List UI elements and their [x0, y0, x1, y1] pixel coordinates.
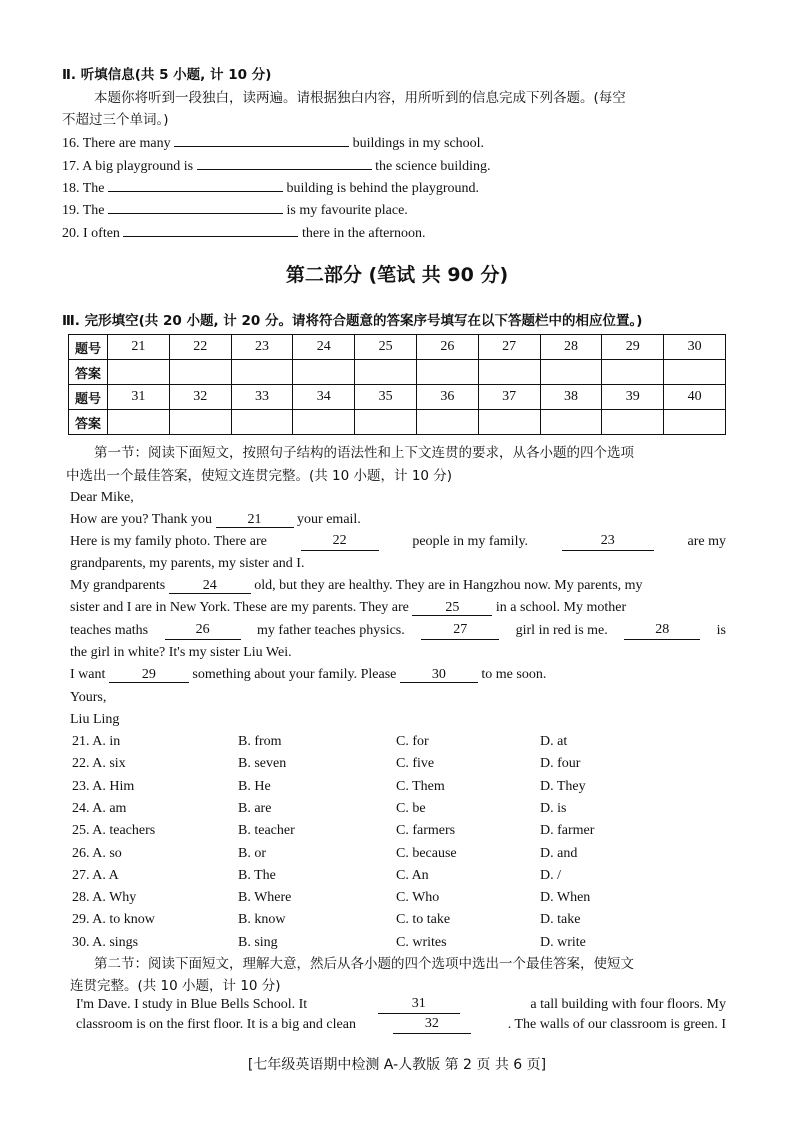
blank-29[interactable]: 29 — [109, 667, 189, 683]
option-item[interactable]: B. or — [238, 845, 266, 861]
q16-text: 16. There are many — [62, 136, 171, 151]
passage-line-7: the girl in white? It's my sister Liu Wei. — [70, 645, 292, 660]
passage-text: to me soon. — [481, 667, 547, 682]
row-label-answer: 答案 — [69, 360, 108, 385]
blank-28[interactable]: 28 — [624, 622, 700, 640]
row-label-answer: 答案 — [69, 410, 108, 435]
answer-cell[interactable] — [355, 360, 417, 385]
answer-cell[interactable] — [540, 360, 602, 385]
q18-text: 18. The — [62, 181, 105, 196]
option-item[interactable]: D. four — [540, 756, 581, 772]
passage-line-8 — [70, 666, 546, 684]
grid-number: 21 — [108, 335, 170, 360]
grid-number: 27 — [478, 335, 540, 360]
question-16 — [62, 135, 484, 153]
grid-number: 23 — [231, 335, 293, 360]
option-item[interactable]: C. five — [396, 756, 435, 772]
answer-cell[interactable] — [664, 410, 726, 435]
passage-line-2 — [70, 533, 726, 551]
row-label-number: 题号 — [69, 335, 108, 360]
question-20 — [62, 225, 426, 243]
option-item[interactable]: D. farmer — [540, 823, 595, 839]
passage-text: How are you? Thank you — [70, 512, 213, 527]
q18-text-after: building is behind the playground. — [286, 181, 479, 196]
option-item-a[interactable]: 25. A. teachers — [72, 823, 156, 839]
answer-cell[interactable] — [540, 410, 602, 435]
q17-text: 17. A big playground is — [62, 159, 194, 174]
passage-text: your email. — [297, 512, 361, 527]
answer-cell[interactable] — [293, 360, 355, 385]
part-2-passage-line-1 — [76, 996, 726, 1014]
passage-line-4 — [70, 577, 643, 595]
part-2-instruction-line1: 第二节：阅读下面短文，理解大意，然后从各小题的四个选项中选出一个最佳答案，使短文 — [94, 956, 634, 972]
letter-closing: Yours, — [70, 690, 107, 705]
answer-cell[interactable] — [169, 410, 231, 435]
passage-text: . The walls of our classroom is green. I — [507, 1017, 726, 1032]
blank-24[interactable]: 24 — [169, 578, 251, 594]
part-2-instruction-line2: 连贯完整。(共 10 小题，计 10 分) — [70, 978, 281, 994]
passage-text: my father teaches physics. — [257, 623, 405, 638]
option-item[interactable]: C. farmers — [396, 823, 456, 839]
option-item[interactable]: B. from — [238, 734, 282, 749]
option-item[interactable]: C. Them — [396, 778, 445, 794]
option-item-a[interactable]: 26. A. so — [72, 845, 122, 861]
q16-text-after: buildings in my school. — [352, 136, 485, 151]
option-item-a[interactable]: 24. A. am — [72, 800, 127, 816]
grid-number: 37 — [478, 385, 540, 410]
grid-number: 38 — [540, 385, 602, 410]
option-item[interactable]: D. at — [540, 734, 568, 749]
option-item-a[interactable]: 30. A. sings — [72, 934, 139, 950]
q18-blank[interactable] — [108, 191, 283, 192]
option-item[interactable]: B. The — [238, 867, 276, 883]
passage-text: a tall building with four floors. My — [530, 997, 726, 1012]
q17-text-after: the science building. — [375, 159, 491, 174]
grid-number: 35 — [355, 385, 417, 410]
grid-number: 34 — [293, 385, 355, 410]
answer-cell[interactable] — [169, 360, 231, 385]
answer-cell[interactable] — [293, 410, 355, 435]
passage-text: teaches maths — [70, 623, 149, 638]
row-label-number: 题号 — [69, 385, 108, 410]
passage-text: something about your family. Please — [192, 667, 397, 682]
option-item[interactable]: D. is — [540, 800, 567, 816]
option-item[interactable]: B. teacher — [238, 823, 295, 839]
option-item[interactable]: C. Who — [396, 890, 440, 906]
passage-text: I want — [70, 667, 106, 682]
passage-line-5 — [70, 599, 626, 617]
option-item[interactable]: B. He — [238, 778, 271, 794]
blank-25[interactable]: 25 — [412, 600, 492, 616]
blank-26[interactable]: 26 — [165, 622, 241, 640]
passage-text: in a school. My mother — [495, 600, 627, 615]
passage-text: sister and I are in New York. These are my parents. They are — [70, 600, 409, 615]
answer-grid-answer-row-1 — [69, 360, 726, 385]
grid-number: 33 — [231, 385, 293, 410]
q17-blank[interactable] — [197, 169, 372, 170]
q20-text-after: there in the afternoon. — [301, 226, 426, 241]
option-item[interactable]: D. They — [540, 778, 586, 794]
option-item-a[interactable]: 28. A. Why — [72, 890, 137, 906]
answer-cell[interactable] — [478, 360, 540, 385]
answer-cell[interactable] — [231, 360, 293, 385]
answer-grid-answer-row-2 — [69, 410, 726, 435]
part-1-instruction-line1: 第一节：阅读下面短文，按照句子结构的语法性和上下文连贯的要求，从各小题的四个选项 — [94, 445, 634, 461]
answer-cell[interactable] — [602, 360, 664, 385]
option-item[interactable]: C. writes — [396, 934, 447, 950]
answer-cell[interactable] — [108, 360, 170, 385]
q19-text: 19. The — [62, 203, 105, 218]
blank-32[interactable]: 32 — [393, 1016, 471, 1034]
option-item[interactable]: C. to take — [396, 912, 451, 928]
grid-number: 24 — [293, 335, 355, 360]
option-item[interactable]: C. An — [396, 867, 429, 883]
grid-number: 30 — [664, 335, 726, 360]
grid-number: 32 — [169, 385, 231, 410]
question-18 — [62, 180, 479, 198]
q20-text: 20. I often — [62, 226, 120, 241]
passage-line-3: grandparents, my parents, my sister and I. — [70, 556, 305, 571]
blank-21[interactable]: 21 — [216, 512, 294, 528]
blank-23[interactable]: 23 — [562, 533, 654, 551]
grid-number: 31 — [108, 385, 170, 410]
letter-signature: Liu Ling — [70, 712, 120, 727]
passage-text: is — [716, 623, 726, 638]
section-2-instruction-line2: 不超过三个单词。) — [62, 112, 169, 128]
answer-grid — [68, 334, 726, 435]
grid-number: 39 — [602, 385, 664, 410]
option-item[interactable]: C. for — [396, 734, 429, 749]
section-3-heading: Ⅲ. 完形填空(共 20 小题, 计 20 分。请将符合题意的答案序号填写在以下答题栏中的相应位置。) — [62, 313, 643, 329]
answer-cell[interactable] — [108, 410, 170, 435]
passage-text: old, but they are healthy. They are in Hangzhou now. My parents, my — [254, 578, 643, 593]
passage-text: My grandparents — [70, 578, 166, 593]
letter-greeting: Dear Mike, — [70, 490, 134, 505]
option-item[interactable]: B. seven — [238, 756, 287, 772]
grid-number: 22 — [169, 335, 231, 360]
answer-cell[interactable] — [416, 410, 478, 435]
grid-number: 25 — [355, 335, 417, 360]
q19-text-after: is my favourite place. — [286, 203, 408, 218]
passage-text: Here is my family photo. There are — [70, 534, 267, 549]
option-item[interactable]: B. are — [238, 800, 272, 816]
option-item[interactable]: D. and — [540, 845, 578, 861]
answer-cell[interactable] — [416, 360, 478, 385]
answer-cell[interactable] — [231, 410, 293, 435]
answer-cell[interactable] — [664, 360, 726, 385]
grid-number: 36 — [416, 385, 478, 410]
answer-grid-number-row-2 — [69, 385, 726, 410]
passage-text: I'm Dave. I study in Blue Bells School. It — [76, 997, 308, 1012]
option-item[interactable]: B. know — [238, 912, 286, 928]
option-item-a[interactable]: 29. A. to know — [72, 912, 155, 928]
section-2-heading: Ⅱ. 听填信息(共 5 小题, 计 10 分) — [62, 67, 272, 83]
option-item[interactable]: D. take — [540, 912, 581, 928]
option-item[interactable]: D. When — [540, 890, 591, 906]
answer-grid-number-row-1 — [69, 335, 726, 360]
answer-cell[interactable] — [478, 410, 540, 435]
passage-line-6 — [70, 622, 726, 640]
part-2-passage-line-2 — [76, 1016, 726, 1034]
answer-cell[interactable] — [602, 410, 664, 435]
grid-number: 40 — [664, 385, 726, 410]
q20-blank[interactable] — [123, 236, 298, 237]
page-footer: [七年级英语期中检测 A-人教版 第 2 页 共 6 页] — [247, 1057, 547, 1073]
q19-blank[interactable] — [108, 213, 283, 214]
blank-30[interactable]: 30 — [400, 667, 478, 683]
part-2-title: 第二部分 (笔试 共 90 分) — [285, 264, 509, 286]
passage-text: classroom is on the first floor. It is a big and clean — [76, 1017, 356, 1032]
option-item[interactable]: C. be — [396, 800, 426, 816]
option-item[interactable]: B. Where — [238, 890, 292, 906]
option-item-a[interactable]: 23. A. Him — [72, 778, 135, 794]
option-item[interactable]: D. / — [540, 867, 561, 883]
grid-number: 26 — [416, 335, 478, 360]
passage-text: are my — [687, 534, 726, 549]
option-item-a[interactable]: 27. A. A — [72, 867, 119, 883]
option-item-a[interactable]: 22. A. six — [72, 756, 126, 772]
q16-blank[interactable] — [174, 146, 349, 147]
option-item[interactable]: D. write — [540, 934, 586, 950]
blank-27[interactable]: 27 — [421, 622, 499, 640]
option-item-a[interactable]: 21. A. in — [72, 734, 121, 749]
passage-line-1 — [70, 511, 361, 529]
option-item[interactable]: B. sing — [238, 934, 278, 950]
option-item[interactable]: C. because — [396, 845, 457, 861]
section-2-instruction-line1: 本题你将听到一段独白，读两遍。请根据独白内容，用所听到的信息完成下列各题。(每空 — [94, 90, 626, 106]
blank-22[interactable]: 22 — [301, 533, 379, 551]
part-1-instruction-line2: 中选出一个最佳答案，使短文连贯完整。(共 10 小题，计 10 分) — [66, 468, 453, 484]
grid-number: 29 — [602, 335, 664, 360]
passage-text: people in my family. — [412, 534, 529, 549]
grid-number: 28 — [540, 335, 602, 360]
blank-31[interactable]: 31 — [378, 996, 460, 1014]
question-19 — [62, 202, 408, 220]
question-17 — [62, 158, 491, 176]
passage-text: girl in red is me. — [515, 623, 608, 638]
answer-cell[interactable] — [355, 410, 417, 435]
